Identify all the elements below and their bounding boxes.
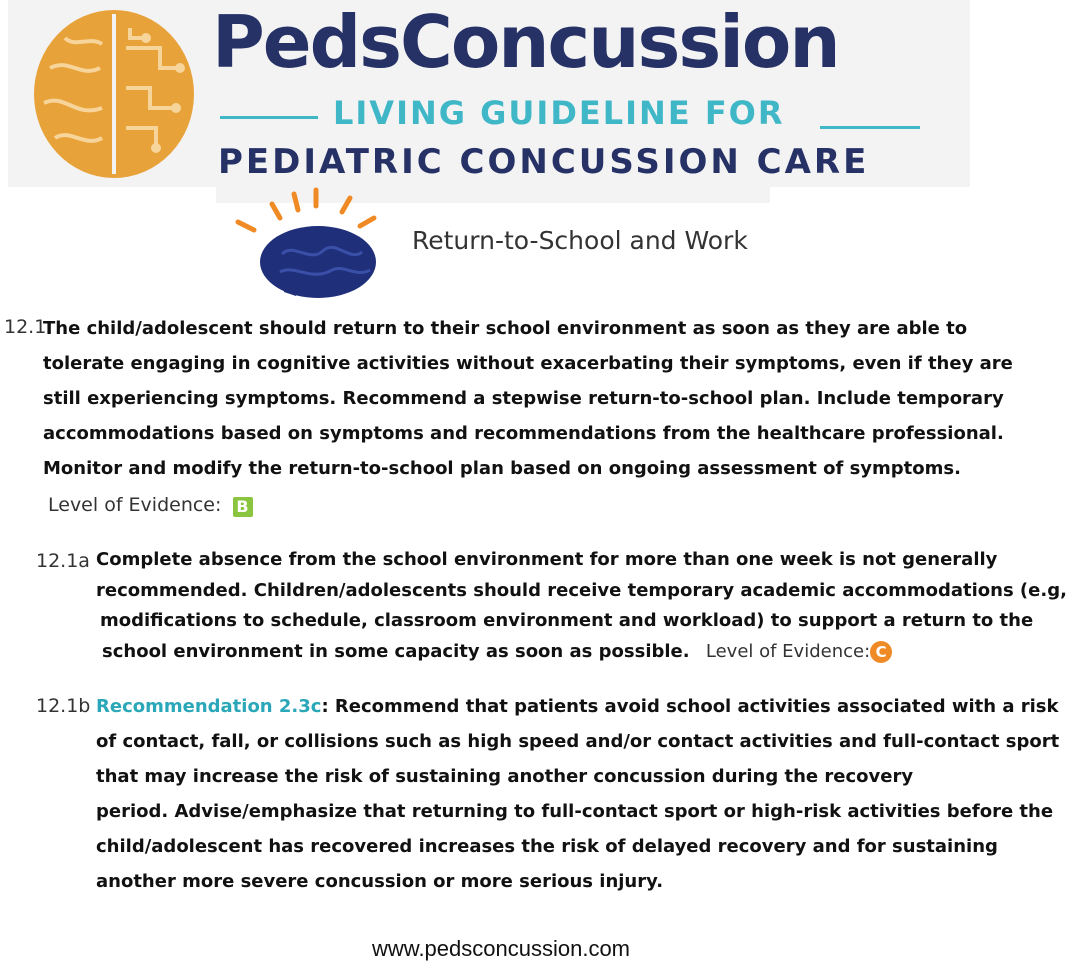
evidence-label: Level of Evidence: <box>48 494 222 516</box>
recommendation-line: another more severe concussion or more serious injury. <box>96 871 664 892</box>
brand-title: PedsConcussion <box>212 0 839 84</box>
evidence-label: Level of Evidence: <box>705 640 871 662</box>
recommendation-line: school environment in some capacity as soon as possible. <box>102 640 690 662</box>
recommendation-line: recommended. Children/adolescents should receive temporary academic accommodations (e.g, <box>96 579 1067 601</box>
recommendation-line: : Recommend that patients avoid school activities associated with a risk <box>321 696 1059 717</box>
recommendation-line: period. Advise/emphasize that returning to full-contact sport or high-risk activities before the <box>96 801 1054 822</box>
recommendation-line: tolerate engaging in cognitive activities without exacerbating their symptoms, even if they are <box>43 353 1013 374</box>
recommendation-number: 12.1a <box>36 550 90 572</box>
glowing-brain-icon <box>232 184 392 302</box>
recommendation-line: modifications to schedule, classroom environment and workload) to support a return to the <box>100 610 1034 631</box>
section-title: Return-to-School and Work <box>412 226 748 255</box>
evidence-grade-badge: B <box>233 497 253 517</box>
subtitle-rule-right <box>820 126 920 129</box>
brain-circuit-icon <box>30 8 198 180</box>
recommendation-line: accommodations based on symptoms and recommendations from the healthcare professional. <box>43 423 1004 444</box>
recommendation-number: 12.1b <box>36 695 91 717</box>
brand-subtitle-2: PEDIATRIC CONCUSSION CARE <box>218 142 870 182</box>
recommendation-line: of contact, fall, or collisions such as high speed and/or contact activities and full-contact sport <box>96 731 1060 752</box>
subtitle-rule-left <box>220 116 318 119</box>
footer-url[interactable]: www.pedsconcussion.com <box>372 936 631 961</box>
recommendation-text <box>43 311 1013 486</box>
recommendation-line: child/adolescent has recovered increases the risk of delayed recovery and for sustaining <box>96 836 998 857</box>
evidence-row <box>48 494 253 517</box>
recommendation-line: Complete absence from the school environment for more than one week is not generally <box>96 549 998 570</box>
recommendation-line: that may increase the risk of sustaining another concussion during the recovery <box>96 766 914 787</box>
evidence-grade-badge: C <box>870 641 892 663</box>
brand-subtitle-1: LIVING GUIDELINE FOR <box>333 94 785 132</box>
recommendation-text <box>96 689 1059 899</box>
recommendation-line: The child/adolescent should return to their school environment as soon as they are able to <box>43 318 968 339</box>
recommendation-link[interactable]: Recommendation 2.3c <box>96 696 322 717</box>
recommendation-number: 12.1 <box>4 316 47 338</box>
recommendation-text <box>96 545 1067 667</box>
recommendation-line: still experiencing symptoms. Recommend a stepwise return-to-school plan. Include temporary <box>43 388 1004 409</box>
recommendation-line: Monitor and modify the return-to-school plan based on ongoing assessment of symptoms. <box>43 458 961 479</box>
